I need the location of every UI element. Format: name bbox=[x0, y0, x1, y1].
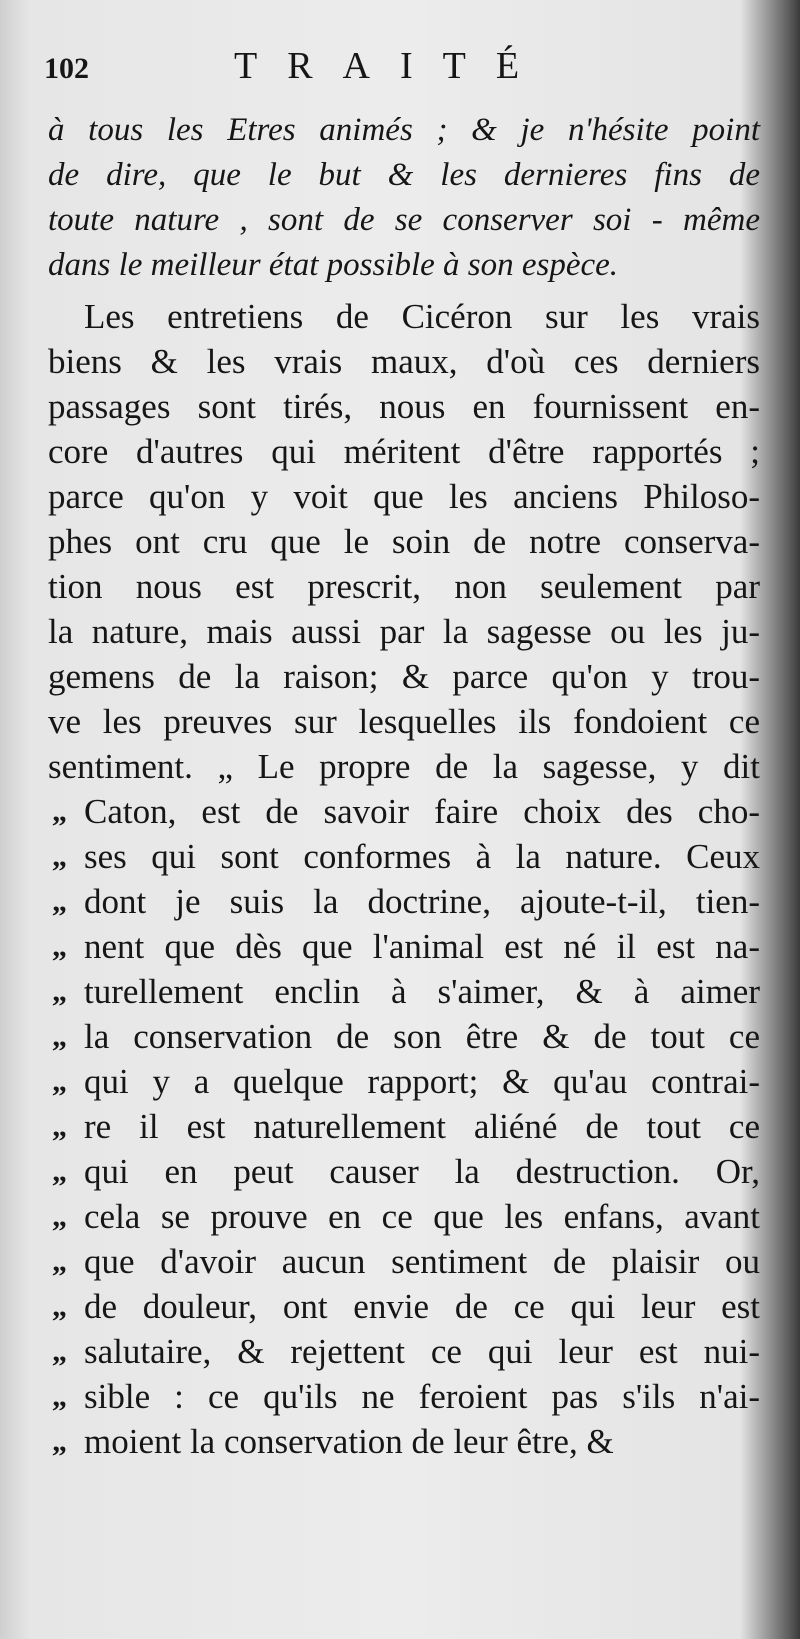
quote-mark: „ bbox=[52, 1065, 67, 1098]
line-text: sible : ce qu'ils ne feroient pas s'ils n'ai- bbox=[84, 1377, 760, 1416]
quote-mark: „ bbox=[52, 1335, 67, 1368]
page-header bbox=[44, 40, 764, 100]
line-text: biens & les vrais maux, d'où ces derniers bbox=[48, 342, 760, 381]
line-text: qui en peut causer la destruction. Or, bbox=[84, 1152, 760, 1191]
text-line bbox=[48, 969, 760, 1014]
line-text: Caton, est de savoir faire choix des cho- bbox=[84, 792, 760, 831]
quote-mark: „ bbox=[52, 840, 67, 873]
quote-mark: „ bbox=[52, 1155, 67, 1188]
text-line bbox=[48, 474, 760, 519]
line-text: sentiment. „ Le propre de la sagesse, y dit bbox=[48, 747, 760, 786]
quote-mark: „ bbox=[52, 930, 67, 963]
line-text: la conservation de son être & de tout ce bbox=[84, 1017, 760, 1056]
quote-mark: „ bbox=[52, 1290, 67, 1323]
text-line bbox=[48, 1329, 760, 1374]
italic-paragraph bbox=[48, 108, 760, 288]
line-text: Les entretiens de Cicéron sur les vrais bbox=[84, 297, 760, 336]
line-text: re il est naturellement aliéné de tout ce bbox=[84, 1107, 760, 1146]
line-text: phes ont cru que le soin de notre conserva- bbox=[48, 522, 760, 561]
line-text: salutaire, & rejettent ce qui leur est nui- bbox=[84, 1332, 760, 1371]
line-text: nent que dès que l'animal est né il est na- bbox=[84, 927, 760, 966]
line-text: passages sont tirés, nous en fournissent en- bbox=[48, 387, 760, 426]
text-line bbox=[48, 519, 760, 564]
text-line bbox=[48, 1059, 760, 1104]
line-text: moient la conservation de leur être, & bbox=[84, 1422, 614, 1461]
text-line bbox=[48, 294, 760, 339]
italic-line: toute nature , sont de se conserver soi - même bbox=[48, 202, 760, 238]
line-text: parce qu'on y voit que les anciens Philoso- bbox=[48, 477, 760, 516]
quote-mark: „ bbox=[52, 1245, 67, 1278]
running-title: TRAITÉ bbox=[234, 45, 550, 87]
text-line bbox=[48, 339, 760, 384]
text-line bbox=[48, 834, 760, 879]
text-line bbox=[48, 1374, 760, 1419]
quote-mark: „ bbox=[52, 795, 67, 828]
quote-mark: „ bbox=[52, 1020, 67, 1053]
quote-mark: „ bbox=[52, 975, 67, 1008]
line-text: core d'autres qui méritent d'être rapportés ; bbox=[48, 432, 760, 471]
line-text: dont je suis la doctrine, ajoute-t-il, tien- bbox=[84, 882, 760, 921]
quote-mark: „ bbox=[52, 1425, 67, 1458]
quote-mark: „ bbox=[52, 1200, 67, 1233]
page-number: 102 bbox=[44, 52, 89, 85]
quote-mark: „ bbox=[52, 885, 67, 918]
text-line bbox=[48, 1014, 760, 1059]
text-line bbox=[48, 1284, 760, 1329]
line-text: qui y a quelque rapport; & qu'au contrai- bbox=[84, 1062, 760, 1101]
text-line bbox=[48, 429, 760, 474]
quote-mark: „ bbox=[52, 1110, 67, 1143]
line-text: que d'avoir aucun sentiment de plaisir ou bbox=[84, 1242, 760, 1281]
text-line bbox=[48, 1194, 760, 1239]
line-text: ve les preuves sur lesquelles ils fondoient ce bbox=[48, 702, 760, 741]
text-line bbox=[48, 1419, 760, 1464]
italic-line: dans le meilleur état possible à son espèce. bbox=[48, 247, 619, 283]
text-line bbox=[48, 1104, 760, 1149]
text-line bbox=[48, 789, 760, 834]
quote-mark: „ bbox=[52, 1380, 67, 1413]
text-line bbox=[48, 1239, 760, 1284]
line-text: ses qui sont conformes à la nature. Ceux bbox=[84, 837, 760, 876]
text-line bbox=[48, 609, 760, 654]
line-text: tion nous est prescrit, non seulement par bbox=[48, 567, 760, 606]
text-line bbox=[48, 384, 760, 429]
text-line bbox=[48, 879, 760, 924]
text-line bbox=[48, 744, 760, 789]
line-text: cela se prouve en ce que les enfans, avant bbox=[84, 1197, 760, 1236]
text-line bbox=[48, 924, 760, 969]
text-line bbox=[48, 654, 760, 699]
italic-line: de dire, que le but & les dernieres fins de bbox=[48, 157, 760, 193]
line-text: de douleur, ont envie de ce qui leur est bbox=[84, 1287, 760, 1326]
line-text: la nature, mais aussi par la sagesse ou les ju- bbox=[48, 612, 760, 651]
text-line bbox=[48, 1149, 760, 1194]
body-paragraph bbox=[48, 294, 760, 1464]
text-line bbox=[48, 699, 760, 744]
text-line bbox=[48, 564, 760, 609]
italic-line: à tous les Etres animés ; & je n'hésite point bbox=[48, 112, 760, 148]
line-text: gemens de la raison; & parce qu'on y trou- bbox=[48, 657, 760, 696]
line-text: turellement enclin à s'aimer, & à aimer bbox=[84, 972, 760, 1011]
